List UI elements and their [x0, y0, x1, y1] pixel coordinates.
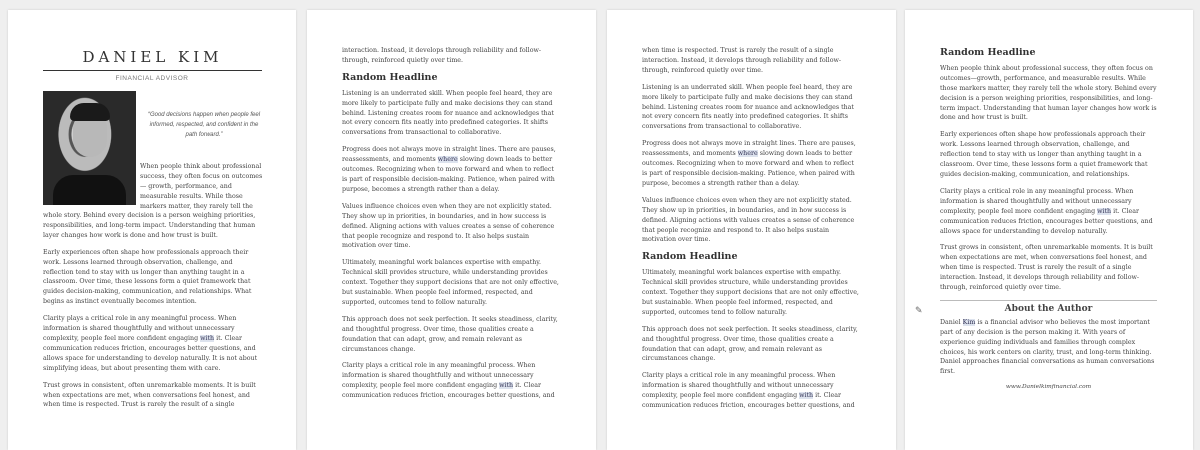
section-headline: Random Headline	[940, 47, 1036, 58]
paragraph: Listening is an underrated skill. When people feel heard, they are more likely to participate fully and make decisions they can stand behind. Listening creates room for nuance and acknowledges that not every concern fits neatly into predefined categories. It shifts conversations from transactional to collaborative.	[642, 83, 854, 131]
page-2	[307, 10, 596, 450]
paragraph: Clarity plays a critical role in any meaningful process. When information is shared thoughtfully and without unnecessary complexity, people feel more confident engaging with it. Clear communication reduces friction, encourages better questions, and	[342, 362, 555, 400]
paragraph: When people think about professional success, they often focus on outcomes—growth, performance, and measurable results. While those markers matter, they rarely tell the whole story. Behind every decision is a person weighing priorities, responsibilities, and long-term impact. Understanding that human layer changes how work is done and how trust is built.	[940, 64, 1157, 122]
paragraph: This approach does not seek perfection. It seeks steadiness, clarity, and thoughtful progress. Over time, those qualities create a foundation that can adapt, grow, and remain relevant as circumstances change.	[642, 325, 858, 363]
divider	[940, 300, 1157, 301]
intro-paragraph: When people think about professional success, they often focus on outcomes — growth, performance, and measurable results. While those markers matter, they rarely tell the	[140, 163, 263, 210]
spellcheck-word[interactable]: with	[200, 334, 215, 342]
page-3	[607, 10, 896, 450]
paragraph: Listening is an underrated skill. When people feel heard, they are more likely to participate fully and make decisions they can stand behind. Listening creates room for nuance and acknowledges that not every concern fits neatly into predefined categories. It shifts conversations from transactional to collaborative.	[342, 89, 554, 137]
paragraph: Progress does not always move in straight lines. There are pauses, reassessments, and moments where slowing down leads to better outcomes. Recognizing when to move forward and when to reflect is part of responsible decision-making. Patience, when paired with purpose, becomes a strength rather than a delay.	[642, 140, 856, 187]
paragraph: Clarity plays a critical role in any meaningful process. When information is shared thoughtfully and without unnecessary complexity, people feel more confident engaging with it. Clear communication reduces friction, encourages better questions, and	[642, 372, 855, 410]
paragraph: Early experiences often shape how professionals approach their work. Lessons learned through observation, challenge, and reflection tend to stay with us longer than anything taught in a classroom. Over time, these lessons form a quiet framework that guides decision-making, communication, and relationships. What begins as instinct eventually becomes intention.	[43, 248, 252, 306]
author-name: DANIEL KIM	[43, 48, 262, 71]
paragraph: Ultimately, meaningful work balances expertise with empathy. Technical skill provides structure, while understanding provides context. Together they support decisions that are not only effective, but sustainable. When people feel informed, respected, and supported, outcomes tend to follow naturally.	[642, 269, 859, 316]
paragraph: Trust grows in consistent, often unremarkable moments. It is built when expectations are met, when conversations feel honest, and when time is respected. Trust is rarely the result of a single interaction. Instead, it develops through reliability and follow-through, reinforced quietly over time.	[940, 244, 1153, 292]
paragraph: Values influence choices even when they are not explicitly stated. They show up in priorities, in boundaries, and in how success is defined. Aligning actions with values creates a sense of coherence that people recognize and respond to. It also helps sustain motivation over time.	[642, 196, 855, 244]
page-4	[905, 10, 1193, 450]
spellcheck-word[interactable]: with	[799, 392, 814, 400]
website-link[interactable]: www.Danielkimfinancial.com	[1005, 384, 1092, 391]
pull-quote: “Good decisions happen when people feel informed, respected, and confident in the path forward.”	[147, 112, 261, 138]
about-author-heading: About the Author	[1004, 303, 1093, 314]
paragraph: Clarity plays a critical role in any meaningful process. When information is shared thoughtfully and without unnecessary complexity, people feel more confident engaging with it. Clear communication reduces friction, encourages better questions, and allows space for understanding to develop naturally.	[940, 187, 1153, 235]
spellcheck-word[interactable]: where	[437, 156, 458, 164]
spellcheck-word[interactable]: with	[1097, 207, 1112, 215]
paragraph: Ultimately, meaningful work balances expertise with empathy. Technical skill provides structure, while understanding provides context. Together they support decisions that are not only effective, but sustainable. When people feel informed, respected, and supported, outcomes tend to follow naturally.	[342, 259, 559, 306]
paragraph: Clarity plays a critical role in any meaningful process. When information is shared thoughtfully and without unnecessary complexity, people feel more confident engaging with it. Clear communication reduces friction, encourages better questions, and allows space for understanding to develop naturally. It is not about simplifying ideas, but about presenting them with care.	[43, 315, 258, 372]
spellcheck-word[interactable]: Kim	[962, 318, 976, 326]
page-1	[8, 10, 296, 450]
paragraph: Early experiences often shape how professionals approach their work. Lessons learned through observation, challenge, and reflection tend to stay with us longer than anything taught in a classroom. Over time, these lessons form a quiet framework that guides decision-making, communication, and relationships.	[940, 131, 1148, 178]
paragraph: Progress does not always move in straight lines. There are pauses, reassessments, and moments where slowing down leads to better outcomes. Recognizing when to move forward and when to reflect is part of responsible decision-making. Patience, when paired with purpose, becomes a strength rather than a delay.	[342, 146, 556, 193]
about-author-text: Daniel Kim is a financial advisor who believes the most important part of any decision is the person making it. With years of experience guiding individuals and families through complex choices, his work centers on clarity, trust, and long-term thinking. Daniel approaches financial conversations as human conversations first.	[940, 318, 1155, 376]
section-headline: Random Headline	[342, 71, 438, 83]
author-photo	[43, 91, 136, 205]
paragraph: Trust grows in consistent, often unremarkable moments. It is built when expectations are met, when conversations feel honest, and when time is respected. Trust is rarely the result of a single	[43, 381, 256, 409]
comment-icon[interactable]: ✎	[915, 306, 923, 316]
paragraph: whole story. Behind every decision is a person weighing priorities, responsibilities, and long-term impact. Understanding that human layer changes how work is done and how trust is built.	[43, 212, 256, 239]
paragraph: when time is respected. Trust is rarely the result of a single interaction. Instead, it develops through reliability and follow-through, reinforced quietly over time.	[642, 47, 841, 74]
paragraph: interaction. Instead, it develops through reliability and follow-through, reinforced quietly over time.	[342, 47, 541, 64]
section-headline: Random Headline	[642, 251, 738, 263]
paragraph: This approach does not seek perfection. It seeks steadiness, clarity, and thoughtful progress. Over time, those qualities create a foundation that can adapt, grow, and remain relevant as circumstances change.	[342, 315, 558, 353]
spellcheck-word[interactable]: where	[737, 150, 758, 158]
paragraph: Values influence choices even when they are not explicitly stated. They show up in priorities, in boundaries, and in how success is defined. Aligning actions with values creates a sense of coherence that people recognize and respond to. It also helps sustain motivation over time.	[342, 202, 555, 250]
author-role: FINANCIAL ADVISOR	[115, 75, 189, 82]
spellcheck-word[interactable]: with	[499, 382, 514, 390]
